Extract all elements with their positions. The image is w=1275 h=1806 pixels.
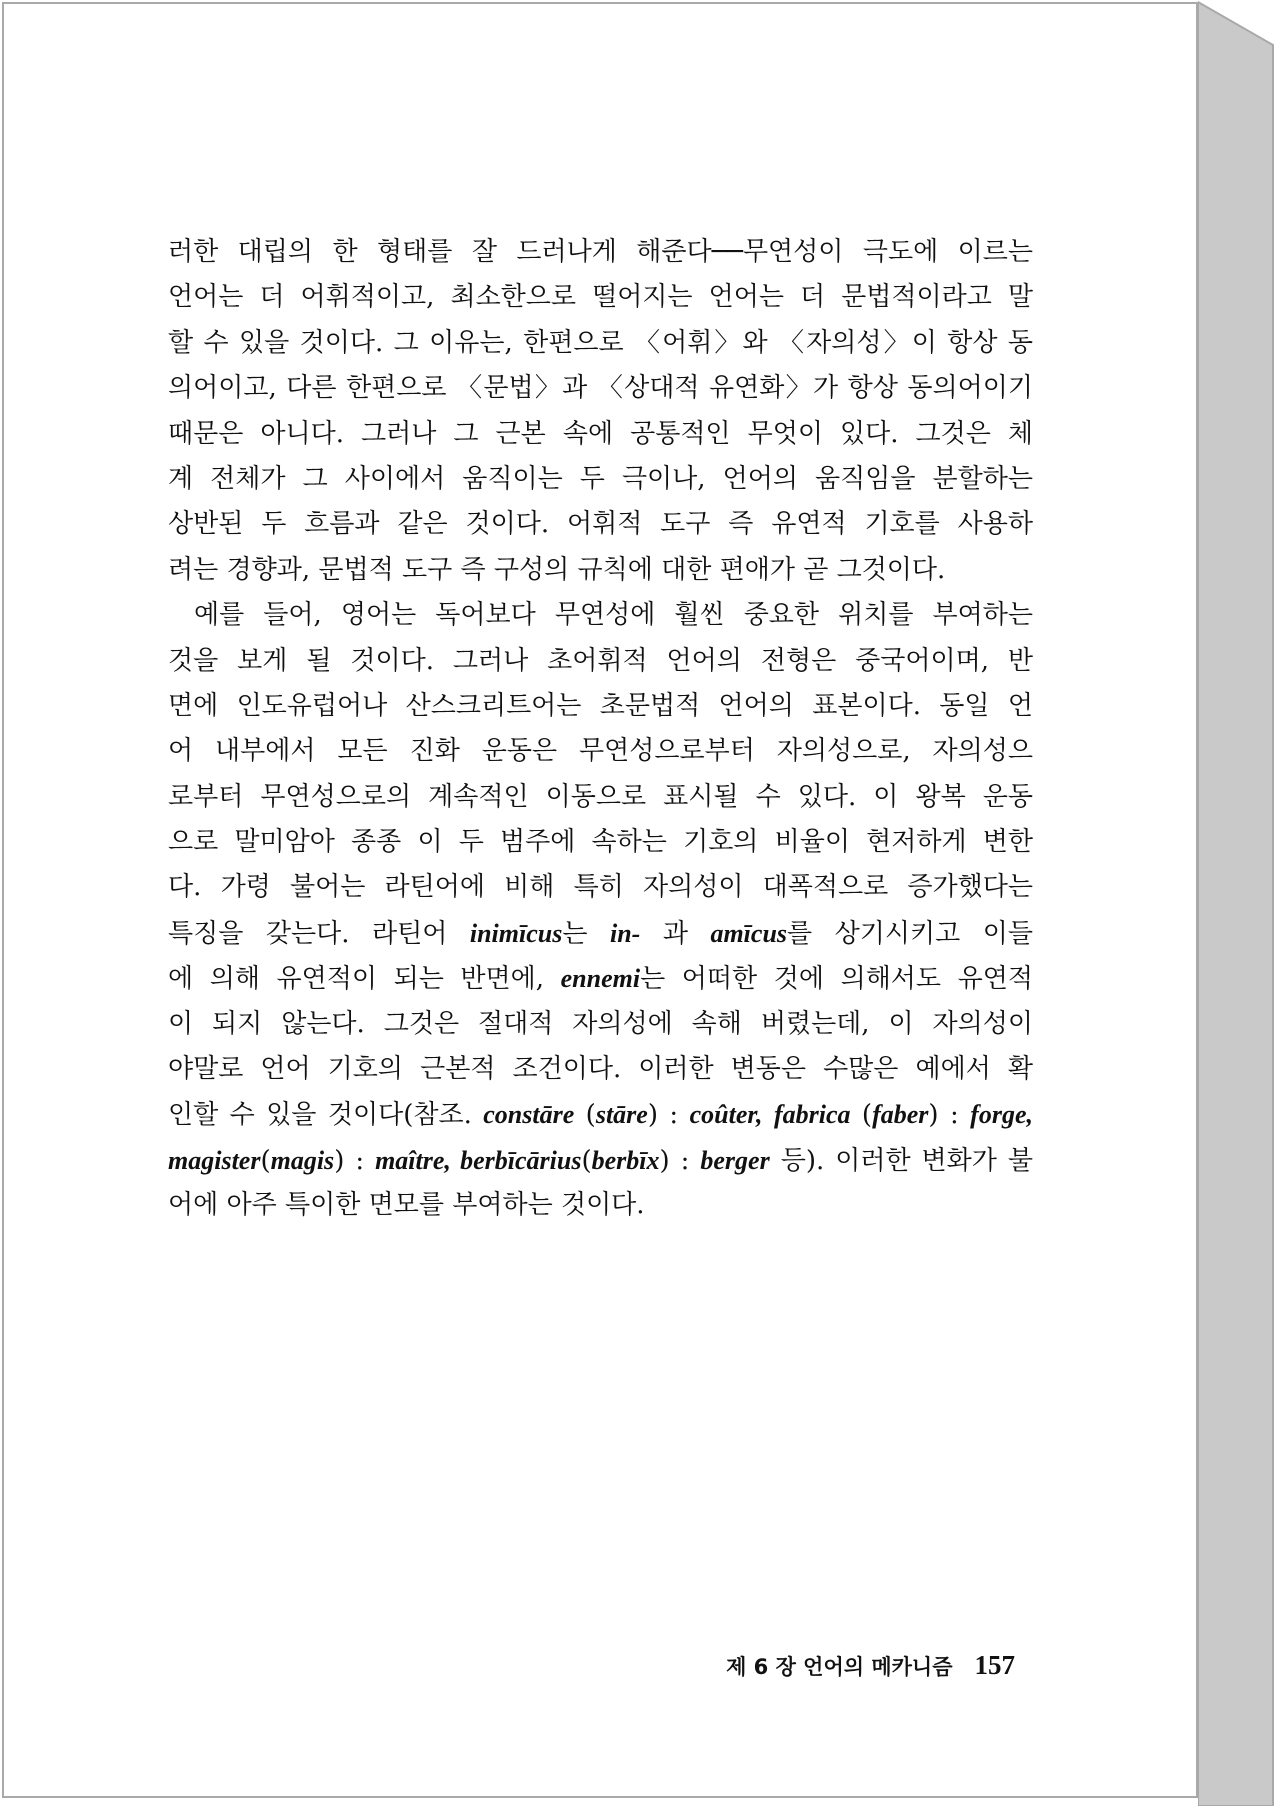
latin-word: magis: [270, 1145, 335, 1175]
chapter-title: 제 6 장 언어의 메카니즘: [726, 1655, 953, 1679]
french-word: forge,: [970, 1100, 1033, 1130]
text-line-mixed: [168, 956, 1033, 1001]
text-fragment: (: [581, 1145, 592, 1176]
page-footer: [680, 1650, 1015, 1681]
text-line: 의어이고, 다른 한편으로 〈문법〉과 〈상대적 유연화〉가 항상 동의어이기: [168, 373, 1033, 404]
text-fragment: 등). 이러한 변화가 불: [769, 1145, 1033, 1176]
text-line: 할 수 있을 것이다. 그 이유는, 한편으로 〈어휘〉와 〈자의성〉이 항상 동: [168, 327, 1033, 358]
text-fragment: ) :: [647, 1100, 690, 1131]
text-line: 이 되지 않는다. 그것은 절대적 자의성에 속해 버렸는데, 이 자의성이: [168, 1008, 1033, 1039]
text-fragment: ) :: [928, 1100, 971, 1131]
text-fragment: 에 의해 유연적이 되는 반면에,: [168, 964, 561, 995]
paragraph-start-line: 예를 들어, 영어는 독어보다 무연성에 훨씬 중요한 위치를 부여하는: [194, 600, 1033, 631]
latin-word: amīcus: [710, 918, 788, 948]
text-line-mixed: [168, 911, 1033, 956]
text-fragment: (: [574, 1100, 596, 1131]
text-line: 언어는 더 어휘적이고, 최소한으로 떨어지는 언어는 더 문법적이라고 말: [168, 282, 1033, 313]
latin-word: fabrica: [773, 1100, 851, 1130]
text-line: 로부터 무연성으로의 계속적인 이동으로 표시될 수 있다. 이 왕복 운동: [168, 781, 1033, 812]
text-line: 어 내부에서 모든 진화 운동은 무연성으로부터 자의성으로, 자의성으: [168, 736, 1033, 767]
text-fragment: 인할 수 있을 것이다(참조.: [168, 1100, 484, 1131]
text-fragment: (: [850, 1100, 873, 1131]
text-fragment: [763, 1100, 774, 1130]
text-line: 계 전체가 그 사이에서 움직이는 두 극이나, 언어의 움직임을 분할하는: [168, 463, 1033, 494]
text-fragment: (: [260, 1145, 271, 1176]
text-line: 으로 말미암아 종종 이 두 범주에 속하는 기호의 비율이 현저하게 변한: [168, 827, 1033, 858]
text-line: 때문은 아니다. 그러나 그 근본 속에 공통적인 무엇이 있다. 그것은 체: [168, 418, 1033, 449]
text-fragment: ) :: [659, 1145, 701, 1176]
text-line: 다. 가령 불어는 라틴어에 비해 특히 자의성이 대폭적으로 증가했다는: [168, 872, 1033, 903]
text-fragment: 는: [562, 918, 610, 949]
text-fragment: 는 어떠한 것에 의해서도 유연적: [640, 964, 1033, 995]
text-line: 것을 보게 될 것이다. 그러나 초어휘적 언어의 전형은 중국어이며, 반: [168, 645, 1033, 676]
text-fragment: 를 상기시키고 이들: [787, 918, 1033, 949]
page-number: 157: [974, 1650, 1015, 1680]
text-line-mixed: [168, 1092, 1033, 1137]
text-line: 려는 경향과, 문법적 도구 즉 구성의 규칙에 대한 편애가 곧 그것이다.: [168, 554, 946, 585]
latin-word: stāre: [595, 1100, 648, 1130]
text-line-mixed: [168, 1138, 1033, 1183]
latin-word: inimīcus: [469, 918, 563, 948]
text-line: 상반된 두 흐름과 같은 것이다. 어휘적 도구 즉 유연적 기호를 사용하: [168, 509, 1033, 540]
text-line: 러한 대립의 한 형태를 잘 드러나게 해준다──무연성이 극도에 이르는: [168, 237, 1033, 267]
text-fragment: ) :: [334, 1145, 376, 1176]
text-line: 면에 인도유럽어나 산스크리트어는 초문법적 언어의 표본이다. 동일 언: [168, 690, 1033, 721]
latin-word: faber: [872, 1100, 929, 1130]
text-line: 야말로 언어 기호의 근본적 조건이다. 이러한 변동은 수많은 예에서 확: [168, 1054, 1033, 1085]
book-page-edge: [1198, 0, 1275, 1806]
latin-word: berbīx: [591, 1145, 660, 1175]
latin-word: constāre: [483, 1100, 575, 1130]
french-word: ennemi: [560, 964, 641, 994]
french-word: coûter,: [689, 1100, 763, 1130]
latin-word: in-: [609, 918, 641, 948]
french-word: maître, berbīcārius: [375, 1145, 582, 1175]
text-fragment: 과: [640, 918, 711, 949]
text-line: 어에 아주 특이한 면모를 부여하는 것이다.: [168, 1190, 645, 1221]
text-fragment: 특징을 갖는다. 라틴어: [168, 918, 470, 949]
latin-word: magister: [168, 1145, 261, 1175]
body-text: [168, 230, 1033, 1229]
french-word: berger: [700, 1145, 770, 1175]
